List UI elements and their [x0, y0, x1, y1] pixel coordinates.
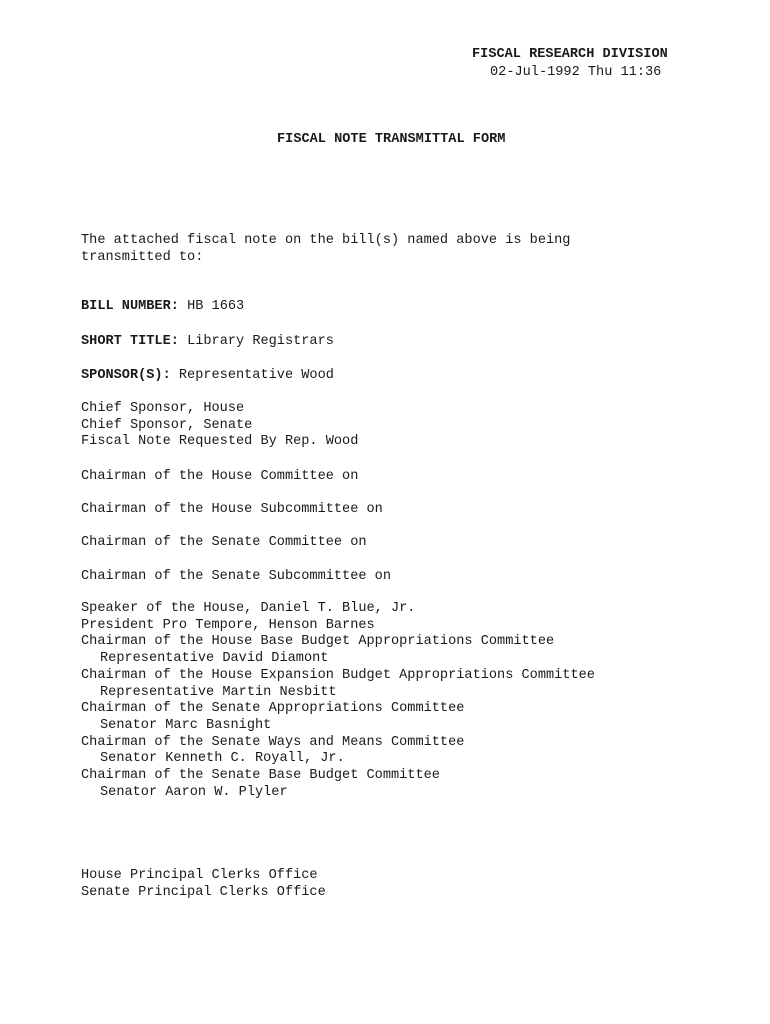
official-name: Senator Marc Basnight [100, 717, 272, 733]
form-title: FISCAL NOTE TRANSMITTAL FORM [277, 132, 506, 147]
official-line: President Pro Tempore, Henson Barnes [81, 617, 375, 633]
senate-committee-chair: Chairman of the Senate Committee on [81, 535, 367, 550]
official-name: Representative David Diamont [100, 651, 329, 667]
official-line: Speaker of the House, Daniel T. Blue, Jr. [81, 601, 416, 616]
sponsor-recipients [81, 401, 358, 451]
bill-number-value: HB 1663 [178, 299, 245, 314]
official-name: Senator Aaron W. Plyler [100, 784, 288, 800]
division-heading: FISCAL RESEARCH DIVISION [472, 47, 668, 62]
recipient-line: Chief Sponsor, House [81, 401, 245, 416]
house-subcommittee-chair: Chairman of the House Subcommittee on [81, 502, 383, 517]
sponsors-label: SPONSOR(S): [81, 368, 171, 383]
official-line: Chairman of the Senate Ways and Means Committee [81, 734, 465, 750]
official-line: Chairman of the House Expansion Budget Appropriations Committee [81, 667, 595, 683]
intro-line-2: transmitted to: [81, 250, 204, 265]
officials-list [81, 601, 595, 801]
report-datetime: 02-Jul-1992 Thu 11:36 [490, 65, 662, 80]
recipient-line: Fiscal Note Requested By Rep. Wood [81, 434, 359, 450]
official-name: Senator Kenneth C. Royall, Jr. [100, 751, 345, 767]
intro-line-1: The attached fiscal note on the bill(s) named above is being [81, 233, 571, 248]
clerks-list [81, 868, 326, 901]
short-title-label: SHORT TITLE: [81, 334, 179, 349]
sponsors-row [81, 367, 334, 384]
sponsors-value: Representative Wood [170, 368, 334, 383]
house-committee-chair: Chairman of the House Committee on [81, 469, 359, 484]
official-line: Chairman of the Senate Base Budget Committee [81, 768, 440, 784]
short-title-row [81, 333, 334, 350]
senate-subcommittee-chair: Chairman of the Senate Subcommittee on [81, 569, 391, 584]
bill-number-row [81, 298, 244, 315]
official-line: Chairman of the House Base Budget Appropriations Committee [81, 634, 555, 650]
clerk-office: Senate Principal Clerks Office [81, 884, 326, 900]
clerk-office: House Principal Clerks Office [81, 868, 318, 883]
official-name: Representative Martin Nesbitt [100, 684, 337, 700]
recipient-line: Chief Sponsor, Senate [81, 417, 253, 433]
short-title-value: Library Registrars [178, 334, 334, 349]
bill-number-label: BILL NUMBER: [81, 299, 179, 314]
official-line: Chairman of the Senate Appropriations Committee [81, 701, 465, 717]
